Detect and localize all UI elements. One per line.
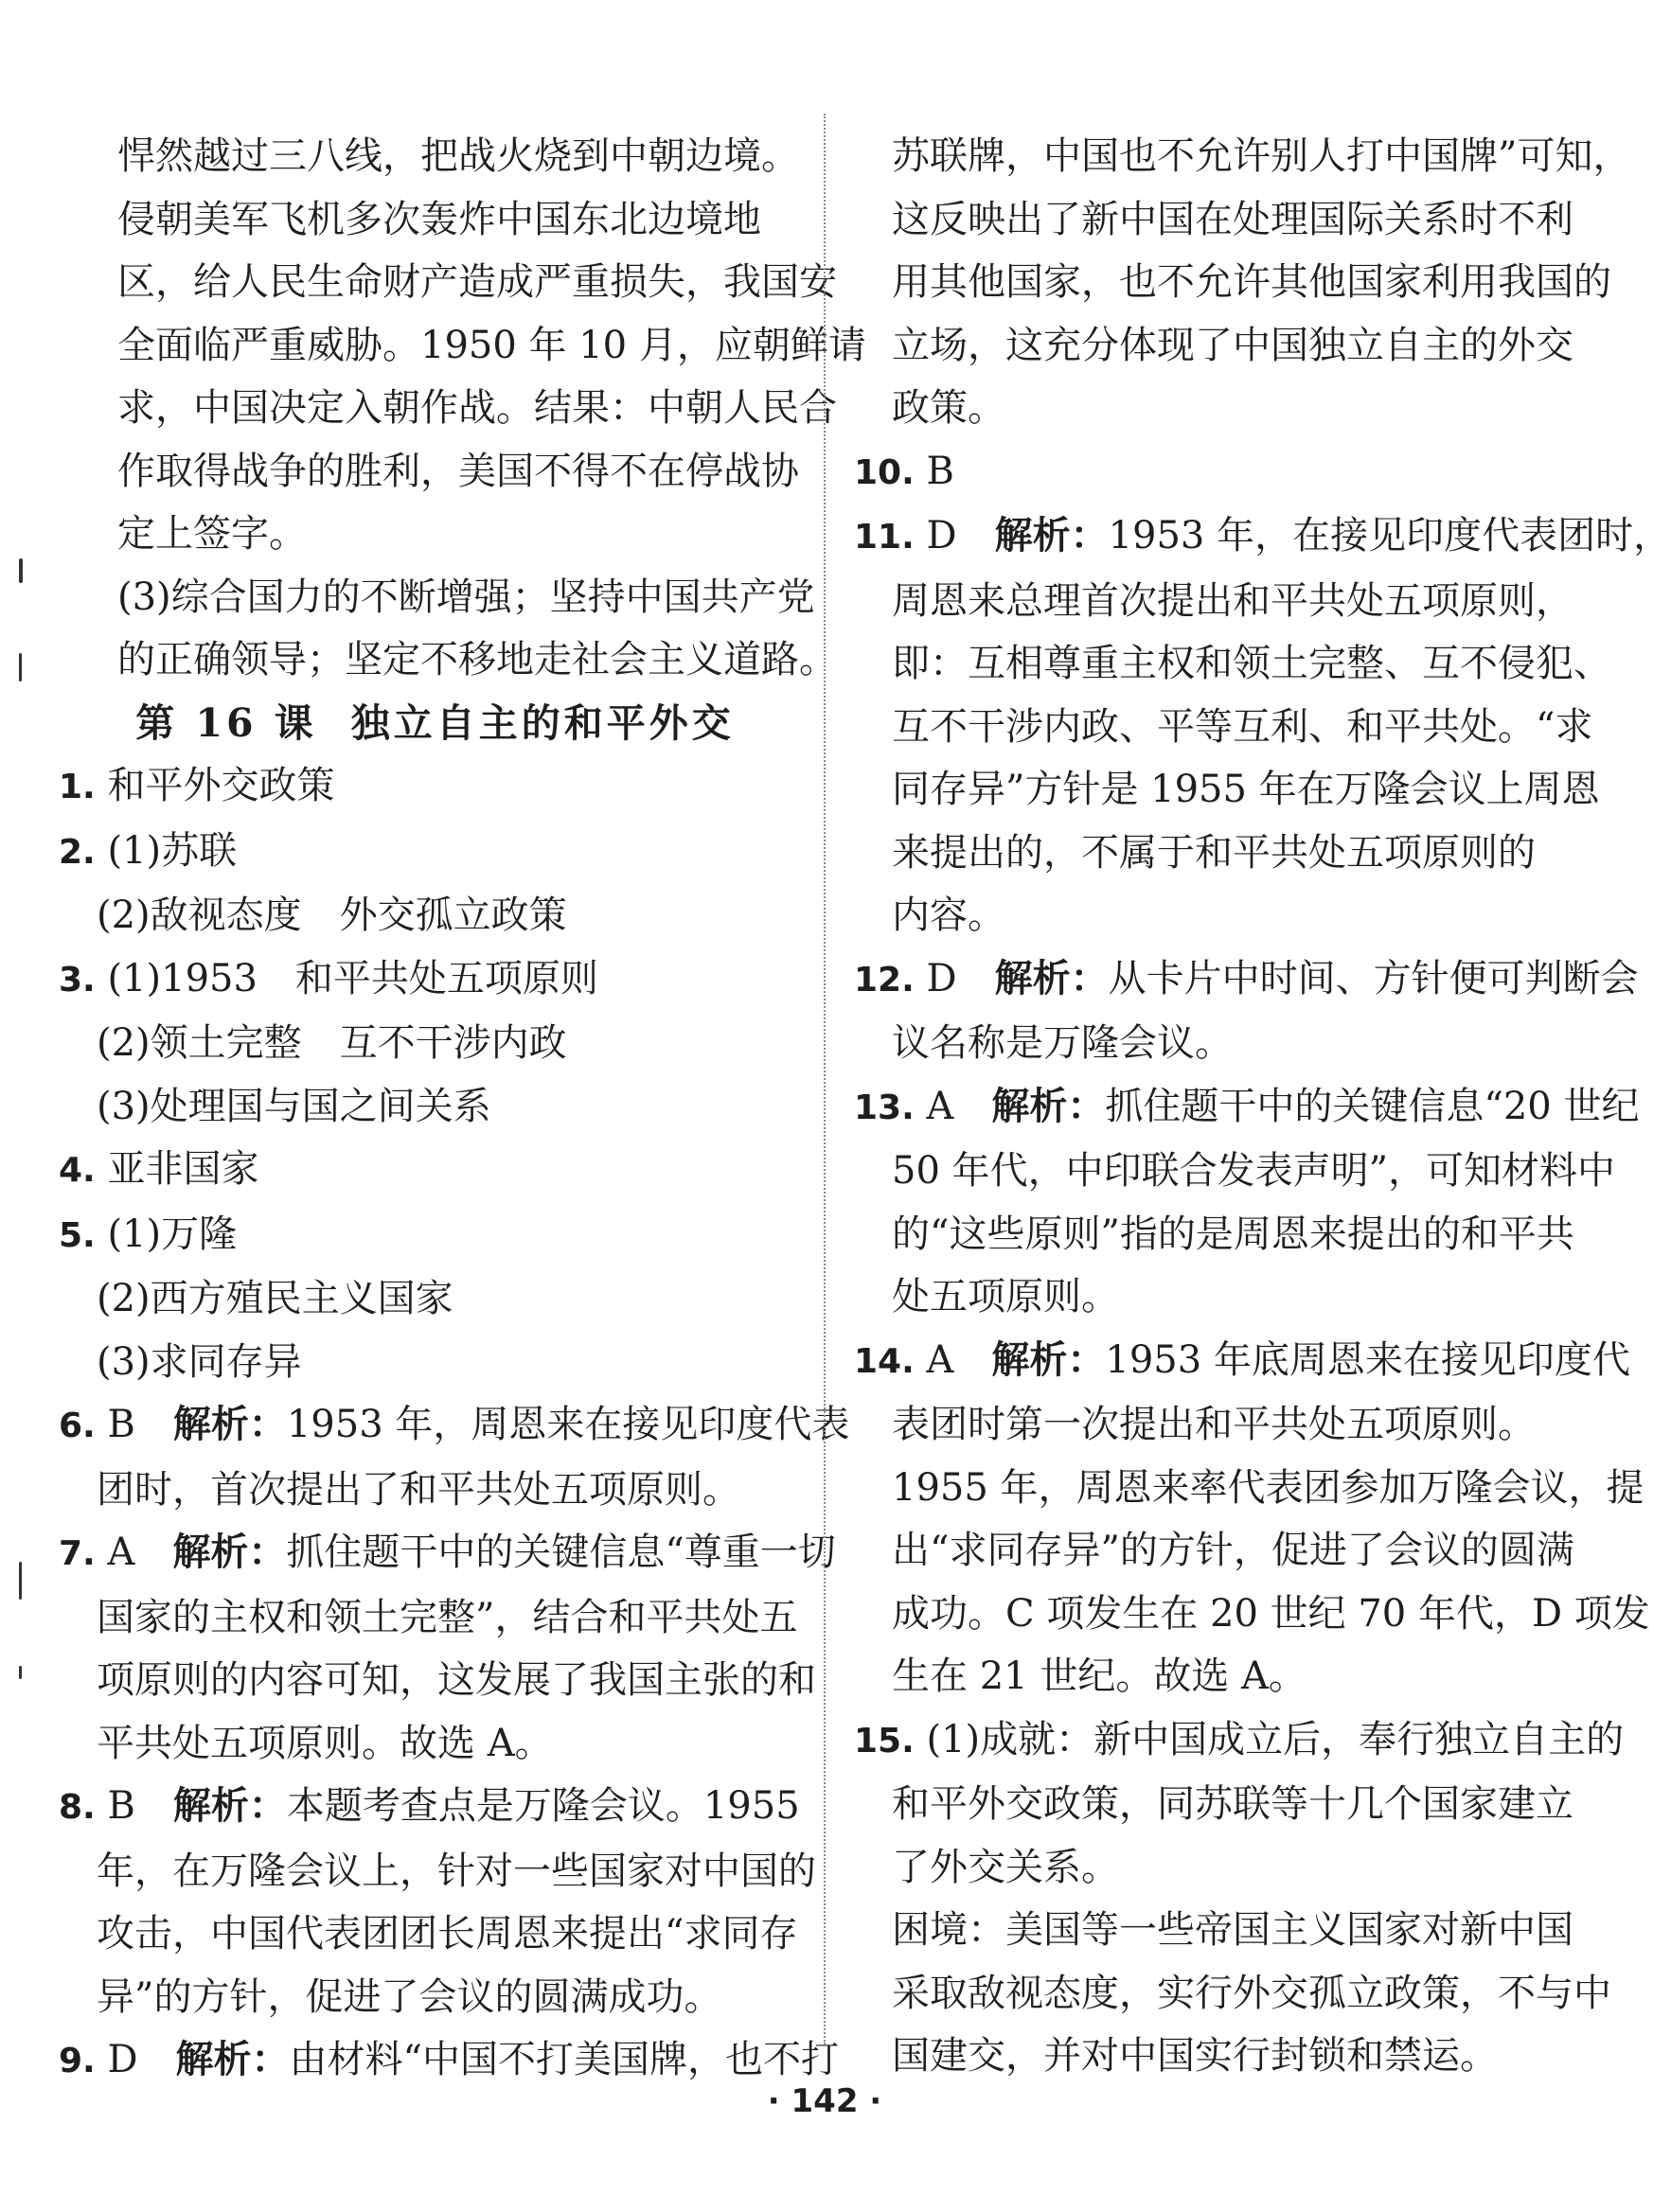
answer-text: 国建交，并对中国实行封锁和禁运。 <box>892 2034 1498 2078</box>
answer-text: 项原则的内容可知，这发展了我国主张的和 <box>97 1658 816 1702</box>
right-column <box>854 125 1671 2088</box>
text-line: 悍然越过三八线，把战火烧到中朝边境。 <box>117 134 799 178</box>
answer-text: (2)领土完整 互不干涉内政 <box>97 1021 567 1065</box>
answer-item <box>854 947 1639 1013</box>
analysis-label: 解析： <box>994 513 1109 557</box>
answer-text: 表团时第一次提出和平共处五项原则。 <box>892 1403 1536 1446</box>
item-number: 5. <box>59 1215 96 1255</box>
item-number: 1. <box>59 768 96 806</box>
answer-choice: D <box>926 514 957 557</box>
answer-choice: A <box>107 1531 135 1574</box>
answer-choice: B <box>107 1784 135 1828</box>
text-line: 这反映出了新中国在处理国际关系时不利 <box>892 197 1573 241</box>
answer-item <box>59 1393 850 1459</box>
lesson-title: 独立自主的和平外交 <box>350 699 735 746</box>
answer-item <box>854 1075 1640 1141</box>
answer-text: 了外交关系。 <box>892 1845 1119 1889</box>
binding-mark <box>19 653 22 681</box>
answer-item <box>59 1775 800 1840</box>
answer-text: 出“求同存异”的方针，促进了会议的圆满 <box>892 1529 1574 1572</box>
item-number: 4. <box>59 1151 96 1190</box>
answer-text: 由材料“中国不打美国牌，也不打 <box>289 2038 839 2081</box>
answer-choice: B <box>107 1403 135 1446</box>
answer-text: (2)西方殖民主义国家 <box>97 1277 453 1320</box>
answer-text: 亚非国家 <box>107 1147 259 1191</box>
answer-text: (1)苏联 <box>107 828 238 873</box>
analysis-label: 解析： <box>991 1336 1106 1382</box>
answer-text: (3)求同存异 <box>97 1339 302 1384</box>
analysis-label: 解析： <box>172 1783 287 1828</box>
answer-text: 即：互相尊重主权和领土完整、互不侵犯、 <box>892 642 1611 685</box>
answer-text: (3)处理国与国之间关系 <box>97 1084 491 1128</box>
column-divider <box>824 114 826 2044</box>
item-number: 8. <box>59 1788 96 1827</box>
analysis-label: 解析： <box>172 1530 287 1574</box>
answer-text: 本题考查点是万隆会议。1955 <box>286 1784 800 1828</box>
answer-text: 抓住题干中的关键信息“尊重一切 <box>286 1531 836 1574</box>
answer-text: 1953 年，在接见印度代表团时， <box>1108 514 1671 557</box>
text-line: 定上签字。 <box>117 512 307 556</box>
answer-text: 平共处五项原则。故选 A。 <box>97 1721 553 1765</box>
answer-text: (2)敌视态度 外交孤立政策 <box>97 894 567 937</box>
left-column <box>59 125 866 2094</box>
item-number: 2. <box>59 832 96 872</box>
answer-text: 处五项原则。 <box>892 1275 1119 1318</box>
answer-choice: A <box>926 1084 954 1128</box>
text-line: 用其他国家，也不允许其他国家利用我国的 <box>892 260 1611 304</box>
answer-item <box>854 440 1592 505</box>
answer-text: 内容。 <box>892 894 1005 937</box>
answer-text: 1953 年底周恩来在接见印度代 <box>1105 1337 1630 1382</box>
analysis-label: 解析： <box>994 955 1109 1000</box>
answer-text: 来提出的，不属于和平共处五项原则的 <box>892 830 1536 875</box>
answer-item <box>59 947 792 1013</box>
answer-item <box>59 1521 836 1586</box>
answer-text: 50 年代，中印联合发表声明”，可知材料中 <box>892 1149 1616 1193</box>
answer-item <box>59 820 792 885</box>
answer-text: 生在 21 世纪。故选 A。 <box>892 1655 1307 1698</box>
answer-text: 周恩来总理首次提出和平共处五项原则， <box>892 578 1573 623</box>
text-line: 政策。 <box>892 386 1005 430</box>
item-number: 11. <box>854 518 915 557</box>
text-line: 全面临严重威胁。1950 年 10 月，应朝鲜请 <box>117 323 866 367</box>
answer-text: 异”的方针，促进了会议的圆满成功。 <box>97 1974 722 2019</box>
answer-text: 团时，首次提出了和平共处五项原则。 <box>97 1467 740 1512</box>
binding-mark <box>19 1666 22 1679</box>
text-line: 侵朝美军飞机多次轰炸中国东北边境地 <box>117 197 761 241</box>
answer-text: 攻击，中国代表团团长周恩来提出“求同存 <box>97 1912 798 1955</box>
item-number: 12. <box>854 960 915 1000</box>
lesson-heading <box>59 692 792 755</box>
analysis-label: 解析： <box>991 1083 1106 1128</box>
answer-text: 和平外交政策，同苏联等十几个国家建立 <box>892 1782 1573 1826</box>
answer-text: 困境：美国等一些帝国主义国家对新中国 <box>892 1908 1573 1952</box>
item-number: 6. <box>59 1407 96 1445</box>
item-number: 13. <box>854 1088 915 1127</box>
item-number: 9. <box>59 2042 96 2080</box>
answer-item <box>854 504 1671 570</box>
text-line: 苏联牌，中国也不允许别人打中国牌”可知， <box>892 134 1631 178</box>
item-number: 3. <box>59 960 96 1000</box>
answer-text: 采取敌视态度，实行外交孤立政策，不与中 <box>892 1971 1611 2015</box>
text-line: 立场，这充分体现了中国独立自主的外交 <box>892 323 1573 367</box>
answer-text: 的“这些原则”指的是周恩来提出的和平共 <box>892 1212 1574 1256</box>
answer-text: (1)万隆 <box>107 1212 238 1256</box>
item-number: 14. <box>854 1341 915 1381</box>
analysis-label: 解析： <box>172 1402 287 1446</box>
answer-text: 议名称是万隆会议。 <box>892 1021 1233 1065</box>
answer-text: 同存异”方针是 1955 年在万隆会议上周恩 <box>892 768 1600 811</box>
answer-text: (1)成就：新中国成立后，奉行独立自主的 <box>926 1717 1625 1761</box>
answer-text: 和平外交政策 <box>107 764 335 807</box>
page-number: · 142 · <box>767 2082 882 2120</box>
answer-item <box>854 1708 1625 1774</box>
binding-mark <box>19 1562 22 1600</box>
answer-choice: A <box>926 1337 954 1382</box>
answer-item <box>59 754 792 820</box>
item-number: 10. <box>854 452 915 492</box>
item-number: 15. <box>854 1721 915 1761</box>
answer-text: 1953 年，周恩来在接见印度代表 <box>286 1403 850 1446</box>
analysis-label: 解析： <box>175 2037 290 2081</box>
answer-choice: B <box>926 449 954 493</box>
answer-choice: D <box>107 2038 138 2081</box>
answer-item <box>59 1138 792 1203</box>
answer-item <box>854 1329 1630 1394</box>
answer-text: (1)1953 和平共处五项原则 <box>107 956 598 1000</box>
answer-text: 成功。C 项发生在 20 世纪 70 年代，D 项发 <box>892 1591 1650 1636</box>
answer-text: 互不干涉内政、平等互利、和平共处。“求 <box>892 704 1593 749</box>
text-line: 的正确领导；坚定不移地走社会主义道路。 <box>117 638 837 681</box>
answer-text: 从卡片中时间、方针便可判断会 <box>1108 956 1639 1000</box>
answer-text: 国家的主权和领土完整”，结合和平共处五 <box>97 1595 798 1639</box>
lesson-number: 第 16 课 <box>135 699 317 746</box>
text-line: 区，给人民生命财产造成严重损失，我国安 <box>117 260 837 304</box>
binding-mark <box>19 558 23 583</box>
item-number: 7. <box>59 1534 96 1573</box>
answer-text: 1955 年，周恩来率代表团参加万隆会议，提 <box>892 1465 1644 1510</box>
text-line: 作取得战争的胜利，美国不得不在停战协 <box>117 449 799 493</box>
answer-text: 抓住题干中的关键信息“20 世纪 <box>1105 1084 1640 1128</box>
answer-choice: D <box>926 956 957 1000</box>
answer-item <box>59 1203 792 1268</box>
answer-text: 年，在万隆会议上，针对一些国家对中国的 <box>97 1849 816 1893</box>
text-line: 求，中国决定入朝作战。结果：中朝人民合 <box>117 386 837 430</box>
text-line: (3)综合国力的不断增强；坚持中国共产党 <box>117 575 815 619</box>
